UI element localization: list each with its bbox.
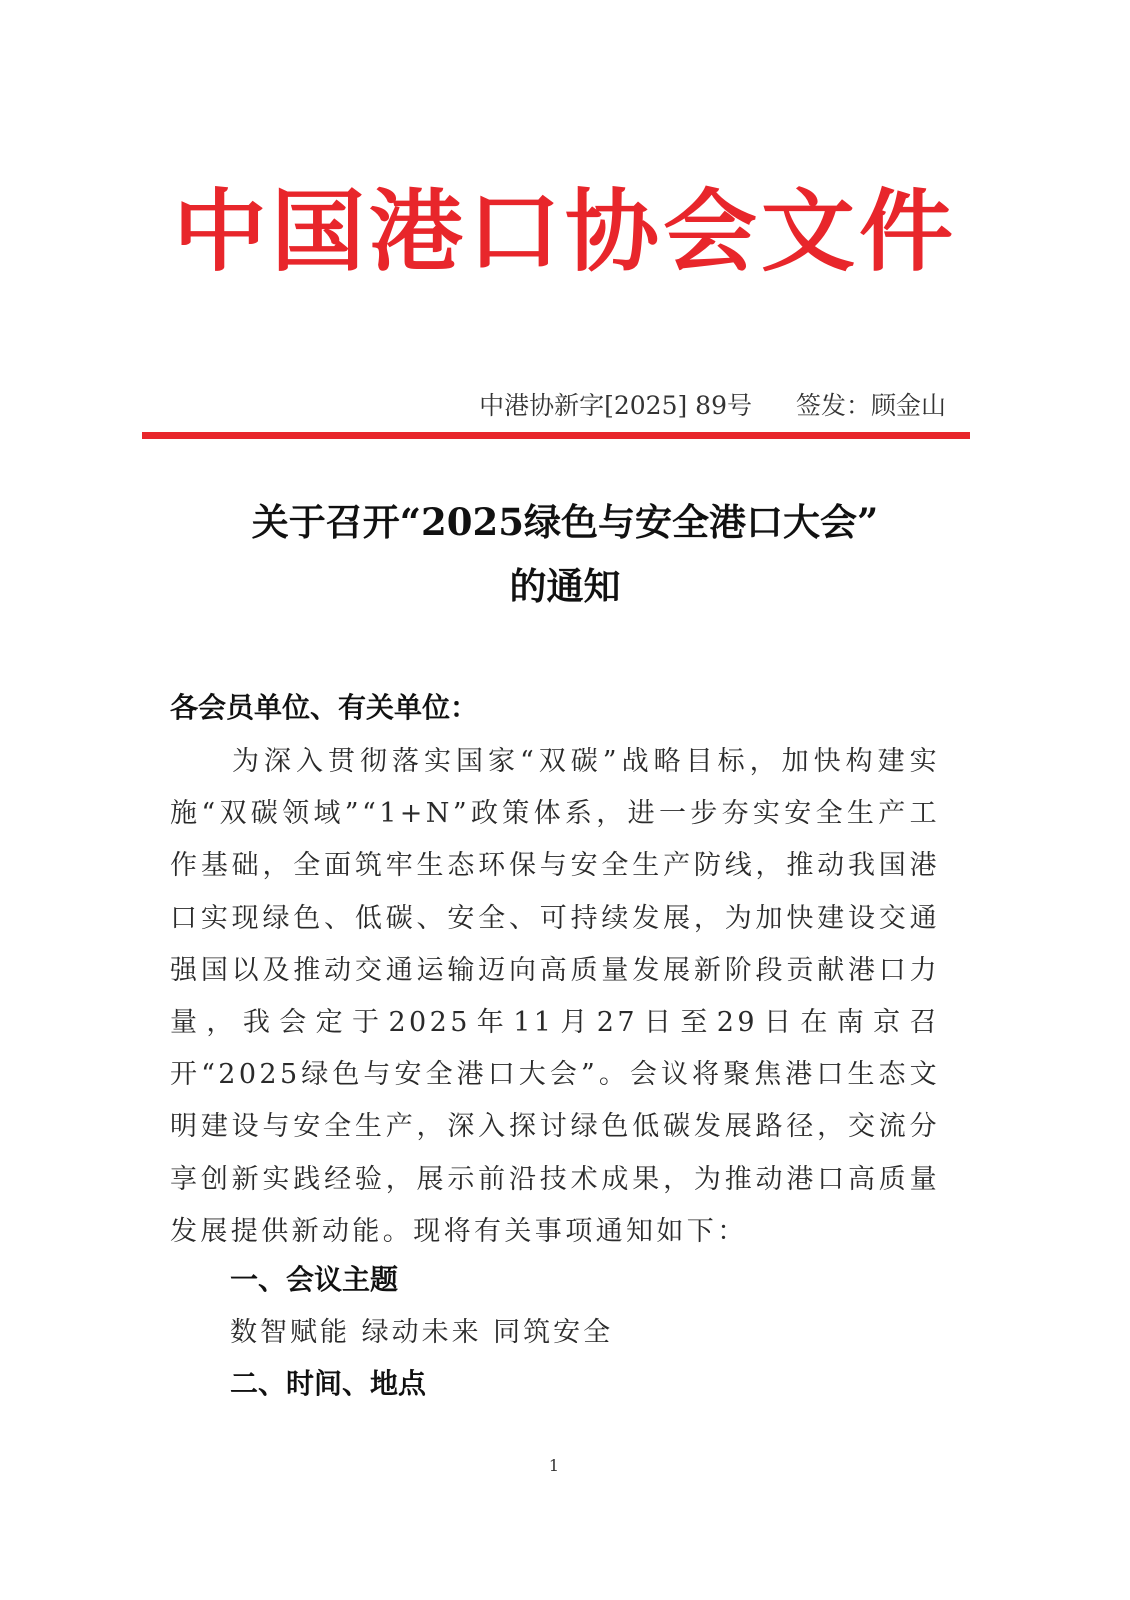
notice-title-line-1: 关于召开“2025绿色与安全港口大会” xyxy=(251,500,879,544)
document-number-line xyxy=(0,386,946,422)
notice-title xyxy=(0,490,1130,618)
signer: 签发：顾金山 xyxy=(795,391,946,420)
red-divider xyxy=(142,432,970,439)
section-heading-time-place: 二、时间、地点 xyxy=(230,1367,427,1400)
section-content-theme: 数智赋能 绿动未来 同筑安全 xyxy=(230,1317,614,1348)
section-heading-theme: 一、会议主题 xyxy=(230,1263,399,1296)
page-number: 1 xyxy=(548,1456,560,1475)
notice-title-line-2: 的通知 xyxy=(509,564,621,608)
body-paragraph: 为深入贯彻落实国家“双碳”战略目标，加快构建实施“双碳领域”“1+N”政策体系，进一步夯实安全生产工作基础，全面筑牢生态环保与安全生产防线，推动我国港口实现绿色、低碳、安全、可持续发展，为加快建设交通强国以及推动交通运输迈向高质量发展新阶段贡献港口力量，我会定于2025年11月27日至29日在南京召开“2025绿色与安全港口大会”。会议将聚焦港口生态文明建设与安全生产，深入探讨绿色低碳发展路径，交流分享创新实践经验，展示前沿技术成果，为推动港口高质量发展提供新动能。现将有关事项通知如下： xyxy=(170,746,940,1247)
salutation: 各会员单位、有关单位： xyxy=(170,691,479,724)
masthead-title: 中国港口协会文件 xyxy=(172,180,957,285)
document-number: 中港协新字[2025] 89号 xyxy=(479,391,752,420)
